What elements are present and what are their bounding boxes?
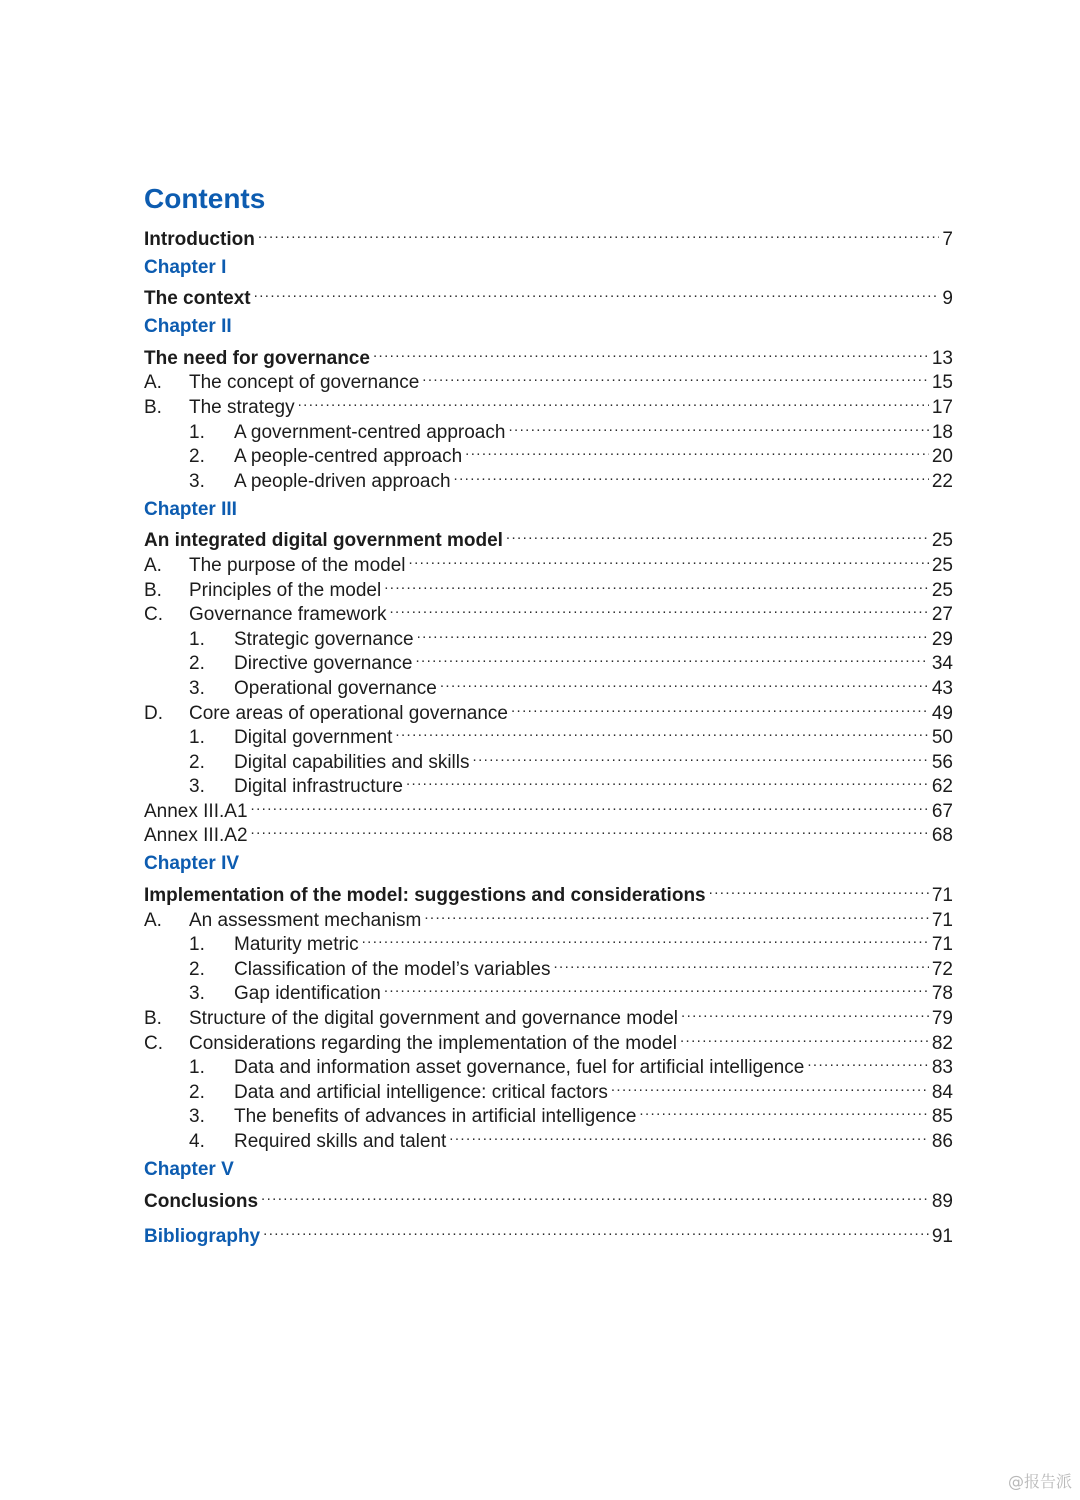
toc-marker: 3. — [189, 1106, 205, 1128]
toc-entry-label: Implementation of the model: suggestions and considerations — [144, 885, 706, 907]
toc-entry-label: The benefits of advances in artificial intelligence — [234, 1106, 637, 1128]
toc-marker: C. — [144, 1032, 163, 1054]
toc-entry-label: Structure of the digital government and governance model — [189, 1008, 679, 1030]
dot-leader — [395, 719, 928, 744]
toc-entry-label: Maturity metric — [234, 934, 359, 956]
toc-page-number: 82 — [931, 1032, 953, 1054]
toc-entry-label: The strategy — [189, 396, 295, 418]
toc-entry-label: Core areas of operational governance — [189, 702, 508, 724]
chapter-label: Chapter V — [144, 1159, 234, 1180]
toc-entry-label: Digital government — [234, 727, 393, 749]
toc-marker: 2. — [189, 958, 205, 980]
toc-entry-label: A people-centred approach — [234, 446, 463, 468]
toc-entry-label: Classification of the model’s variables — [234, 958, 551, 980]
toc-page-number: 34 — [931, 653, 953, 675]
dot-leader — [362, 926, 929, 951]
dot-leader — [384, 975, 929, 1000]
toc-entry-label: Strategic governance — [234, 628, 414, 650]
dot-leader — [251, 792, 929, 817]
toc-page-number: 25 — [931, 554, 953, 576]
toc-entry-label: The context — [144, 288, 251, 310]
toc-entry-label: Required skills and talent — [234, 1131, 447, 1152]
toc-entry-label: Directive governance — [234, 653, 413, 675]
toc-marker: A. — [144, 909, 162, 931]
toc-marker: A. — [144, 554, 162, 576]
dot-leader — [639, 1098, 928, 1123]
toc-entry-label: Conclusions — [144, 1190, 259, 1212]
toc-entry-label: Annex III.A1 — [144, 800, 248, 822]
toc-page-number: 25 — [931, 530, 953, 552]
toc-page-number: 85 — [931, 1106, 953, 1128]
toc-entry-label: A people-driven approach — [234, 470, 451, 492]
toc-marker: 4. — [189, 1131, 205, 1152]
dot-leader — [422, 364, 929, 389]
toc-chapter-heading[interactable] — [144, 1182, 953, 1212]
toc-page-number: 89 — [931, 1190, 953, 1212]
toc-page-number: 29 — [931, 628, 953, 650]
toc-page-number: 91 — [931, 1226, 953, 1248]
dot-leader — [465, 438, 929, 463]
toc-page-number: 84 — [931, 1081, 953, 1103]
toc-marker: 3. — [189, 470, 205, 492]
toc-entry-label: Digital capabilities and skills — [234, 751, 470, 773]
dot-leader — [709, 876, 929, 901]
dot-leader — [508, 413, 928, 438]
dot-leader — [440, 669, 929, 694]
toc-page-number: 86 — [931, 1131, 953, 1152]
watermark: @报告派 — [1007, 1472, 1072, 1491]
toc-entry-label: Digital infrastructure — [234, 776, 403, 798]
toc-page-number: 79 — [931, 1008, 953, 1030]
dot-leader — [254, 280, 940, 305]
toc-page-number: 71 — [931, 885, 953, 907]
toc-entry-label: A government-centred approach — [234, 421, 506, 443]
toc-page-number: 17 — [931, 396, 953, 418]
toc-marker: 1. — [189, 934, 205, 956]
dot-leader — [553, 950, 928, 975]
dot-leader — [511, 694, 929, 719]
toc-entry-label: Principles of the model — [189, 579, 382, 601]
toc-entry-label: Data and information asset governance, fuel for artificial intelligence — [234, 1057, 805, 1079]
toc-introduction-block — [144, 220, 953, 250]
toc-marker: 1. — [189, 421, 205, 443]
toc-marker: C. — [144, 604, 163, 626]
chapter-label: Chapter II — [144, 316, 232, 338]
toc-page-number: 67 — [931, 800, 953, 822]
dot-leader — [251, 817, 929, 842]
toc-bibliography-block — [144, 1218, 953, 1248]
toc-entry-label: Considerations regarding the implementation of the model — [189, 1032, 677, 1054]
toc-marker: D. — [144, 702, 163, 724]
toc-annex-entry[interactable] — [144, 817, 953, 847]
toc-chapter-heading[interactable] — [144, 522, 953, 552]
dot-leader — [389, 596, 928, 621]
toc-page-number: 18 — [931, 421, 953, 443]
dot-leader — [807, 1049, 929, 1074]
toc-page-number: 25 — [931, 579, 953, 601]
toc-entry-label: Annex III.A2 — [144, 825, 248, 847]
toc-marker: B. — [144, 396, 162, 418]
toc-entry-bibliography[interactable] — [144, 1218, 953, 1248]
table-of-contents — [144, 180, 953, 1253]
chapter-label: Chapter IV — [144, 853, 240, 875]
toc-page-number: 62 — [931, 776, 953, 798]
toc-marker: 2. — [189, 653, 205, 675]
dot-leader — [611, 1073, 929, 1098]
dot-leader — [406, 768, 929, 793]
dot-leader — [258, 220, 940, 245]
toc-marker: B. — [144, 579, 162, 601]
dot-leader — [298, 388, 929, 413]
toc-entry-label: Operational governance — [234, 677, 437, 699]
toc-page-number: 71 — [931, 934, 953, 956]
toc-entry-label: Data and artificial intelligence: critical factors — [234, 1081, 608, 1103]
toc-page-number: 13 — [931, 347, 953, 369]
chapter-label: Chapter I — [144, 256, 227, 278]
dot-leader — [384, 571, 929, 596]
toc-chapter-4-block — [144, 852, 953, 1152]
toc-marker: 1. — [189, 727, 205, 749]
dot-leader — [681, 999, 929, 1024]
toc-page-number: 68 — [931, 825, 953, 847]
toc-page-number: 56 — [931, 751, 953, 773]
dot-leader — [506, 522, 929, 547]
toc-chapter-heading[interactable] — [144, 280, 953, 310]
toc-entry-label: Gap identification — [234, 983, 381, 1005]
toc-page-number: 27 — [931, 604, 953, 626]
dot-leader — [409, 546, 929, 571]
toc-chapter-5-block — [144, 1158, 953, 1212]
toc-marker: 1. — [189, 1057, 205, 1079]
toc-marker: B. — [144, 1008, 162, 1030]
toc-marker: 3. — [189, 677, 205, 699]
toc-entry-label: Governance framework — [189, 604, 387, 626]
toc-chapter-2-block — [144, 315, 953, 492]
toc-entry-label: The purpose of the model — [189, 554, 406, 576]
toc-chapter-3-block — [144, 498, 953, 847]
toc-marker: 2. — [189, 446, 205, 468]
toc-entry-label: The need for governance — [144, 347, 370, 369]
toc-page-number: 9 — [942, 288, 953, 310]
toc-chapter-1-block — [144, 256, 953, 310]
toc-page-number: 43 — [931, 677, 953, 699]
dot-leader — [263, 1218, 929, 1243]
toc-marker: A. — [144, 372, 162, 394]
page-title: Contents — [144, 183, 266, 214]
toc-entry-label: The concept of governance — [189, 372, 420, 394]
toc-annex-entry[interactable] — [144, 792, 953, 822]
dot-leader — [424, 901, 929, 926]
dot-leader — [415, 645, 928, 670]
toc-page-number: 15 — [931, 372, 953, 394]
toc-marker: 1. — [189, 628, 205, 650]
toc-page-number: 83 — [931, 1057, 953, 1079]
toc-marker: 3. — [189, 776, 205, 798]
toc-page-number: 7 — [942, 228, 953, 250]
toc-chapter-heading[interactable] — [144, 339, 953, 369]
toc-entry-label: Bibliography — [144, 1226, 261, 1248]
dot-leader — [454, 462, 929, 487]
dot-leader — [680, 1024, 929, 1049]
toc-page-number: 50 — [931, 727, 953, 749]
toc-page-number: 49 — [931, 702, 953, 724]
dot-leader — [373, 339, 929, 364]
toc-page-number: 20 — [931, 446, 953, 468]
toc-page-number: 72 — [931, 958, 953, 980]
dot-leader — [417, 620, 929, 645]
toc-entry-label: An integrated digital government model — [144, 530, 503, 552]
dot-leader — [261, 1182, 929, 1207]
toc-entry-introduction[interactable] — [144, 220, 953, 250]
chapter-label: Chapter III — [144, 498, 237, 520]
toc-page-number: 71 — [931, 909, 953, 931]
toc-marker: 2. — [189, 751, 205, 773]
toc-marker: 3. — [189, 983, 205, 1005]
dot-leader — [473, 743, 929, 768]
dot-leader — [449, 1122, 929, 1147]
toc-page-number: 22 — [931, 470, 953, 492]
toc-chapter-heading[interactable] — [144, 876, 953, 907]
toc-page-number: 78 — [931, 983, 953, 1005]
toc-entry-label: An assessment mechanism — [189, 909, 422, 931]
toc-marker: 2. — [189, 1081, 205, 1103]
toc-entry-label: Introduction — [144, 228, 255, 250]
